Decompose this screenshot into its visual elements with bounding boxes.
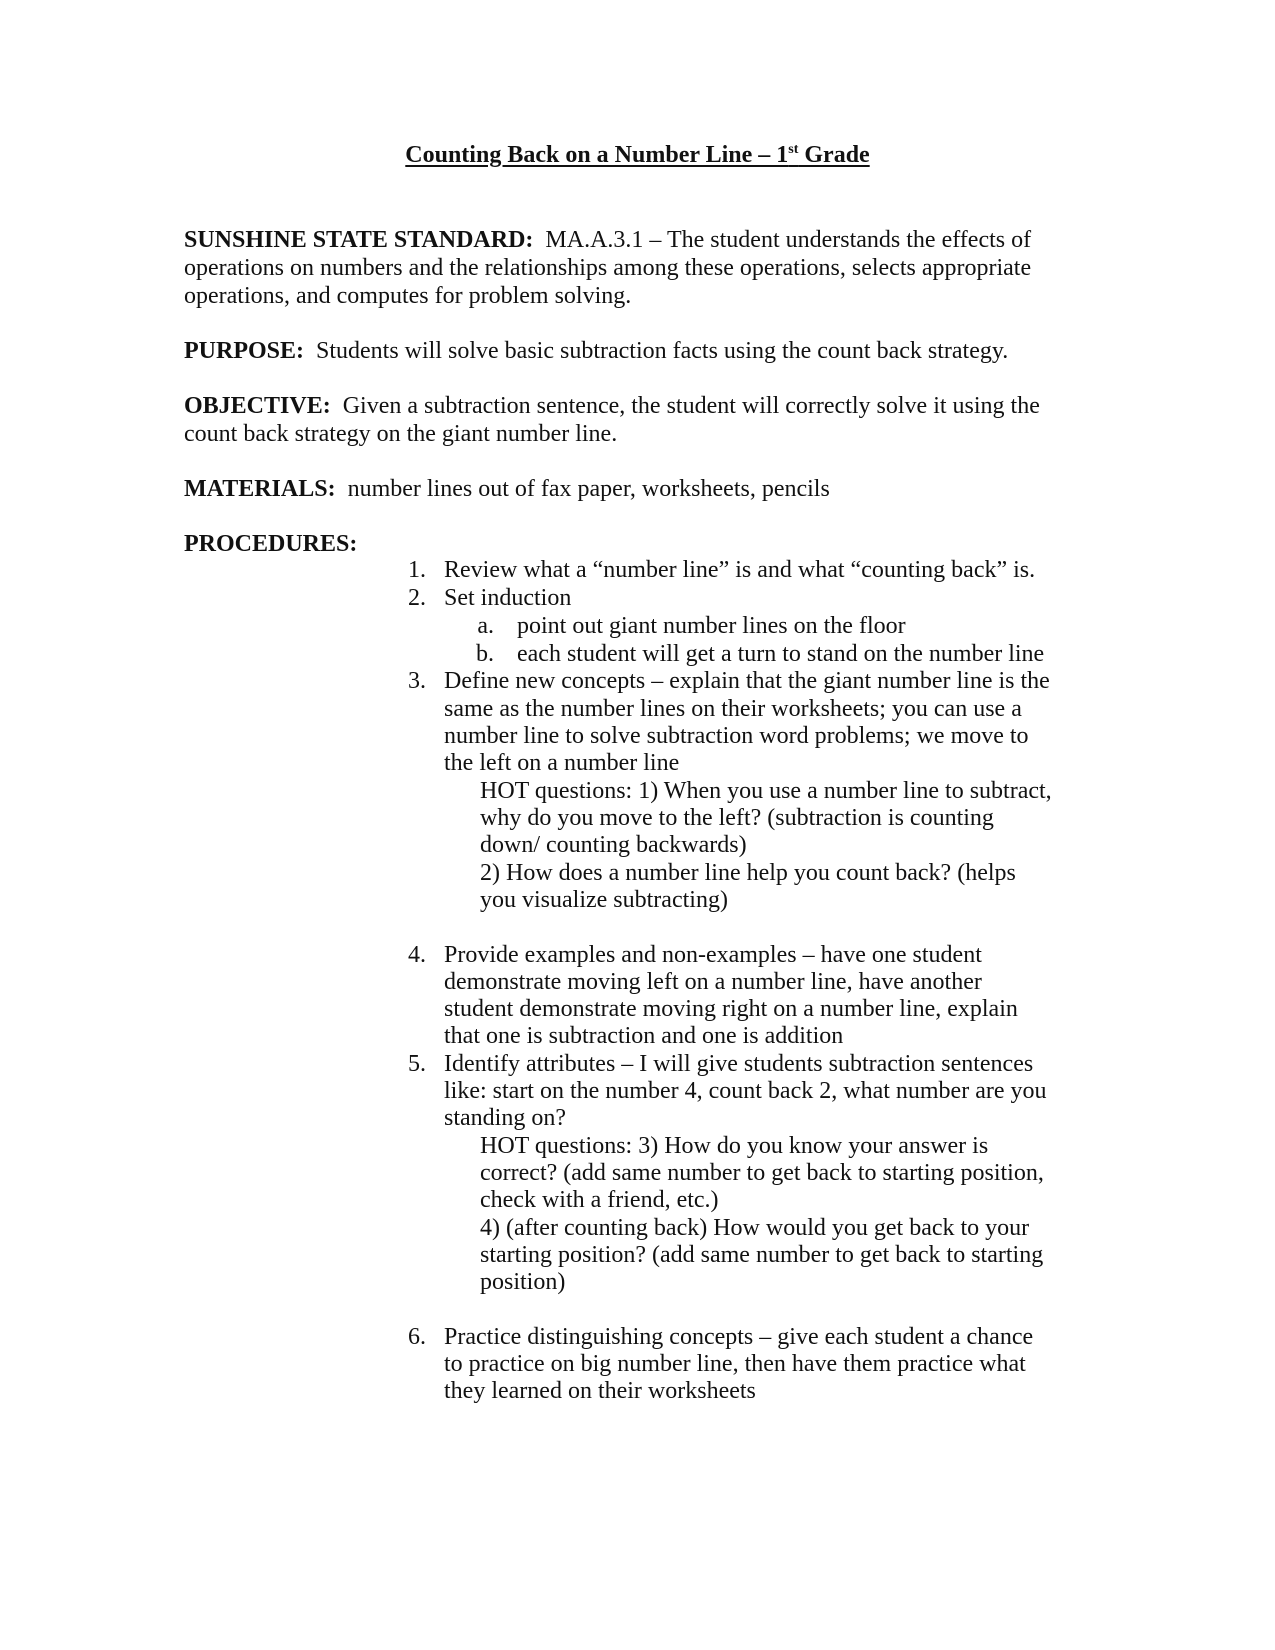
hot-question-line: HOT questions: 3) How do you know your answer is (480, 1133, 989, 1159)
step-number: 2. (408, 585, 426, 611)
substep-letter: a. (477, 613, 494, 639)
step-number: 1. (408, 557, 426, 583)
purpose-label: PURPOSE: (184, 338, 304, 364)
hot-question-line: 4) (after counting back) How would you get back to your (480, 1215, 1030, 1241)
step-number: 5. (408, 1051, 426, 1077)
title-main: Counting Back on a Number Line – 1 (405, 142, 789, 168)
standard-section (184, 226, 1084, 310)
step-line: the left on a number line (444, 750, 680, 776)
standard-label: SUNSHINE STATE STANDARD: (184, 227, 534, 253)
materials-label: MATERIALS: (184, 476, 336, 502)
step-line: Review what a “number line” is and what “counting back” is. (444, 557, 1036, 583)
hot-question-line: why do you move to the left? (subtraction is counting (480, 805, 994, 831)
title-superscript: st (788, 142, 799, 157)
standard-line-1: MA.A.3.1 – The student understands the effects of (545, 227, 1032, 253)
objective-line-2: count back strategy on the giant number line. (184, 421, 618, 447)
step-line: Practice distinguishing concepts – give each student a chance (444, 1324, 1034, 1350)
step-line: student demonstrate moving right on a number line, explain (444, 996, 1018, 1022)
step-number: 4. (408, 942, 426, 968)
step-number: 6. (408, 1324, 426, 1350)
step-line: same as the number lines on their worksheets; you can use a (444, 696, 1022, 722)
step-line: Set induction (444, 585, 572, 611)
hot-question-line: down/ counting backwards) (480, 832, 747, 858)
standard-line-2: operations on numbers and the relationships among these operations, selects appropriate (184, 255, 1032, 281)
step-line: like: start on the number 4, count back 2, what number are you (444, 1078, 1047, 1104)
step-line: demonstrate moving left on a number line, have another (444, 969, 982, 995)
hot-question-line: starting position? (add same number to get back to starting (480, 1242, 1044, 1268)
step-number: 3. (408, 668, 426, 694)
step-line: standing on? (444, 1105, 566, 1131)
materials-section (184, 475, 1084, 503)
hot-question-line: 2) How does a number line help you count back? (helps (480, 860, 1016, 886)
hot-question-line: check with a friend, etc.) (480, 1187, 719, 1213)
purpose-text: Students will solve basic subtraction facts using the count back strategy. (316, 338, 1009, 364)
hot-question-line: position) (480, 1269, 566, 1295)
step-line: Provide examples and non-examples – have one student (444, 942, 982, 968)
step-line: they learned on their worksheets (444, 1378, 756, 1404)
standard-line-3: operations, and computes for problem solving. (184, 283, 632, 309)
purpose-section (184, 337, 1084, 365)
objective-section (184, 392, 1084, 448)
document-title (0, 142, 1275, 169)
substep-text: point out giant number lines on the floor (517, 613, 906, 639)
objective-line-1: Given a subtraction sentence, the student will correctly solve it using the (342, 393, 1040, 419)
step-line: Identify attributes – I will give students subtraction sentences (444, 1051, 1034, 1077)
substep-text: each student will get a turn to stand on the number line (517, 641, 1045, 667)
materials-text: number lines out of fax paper, worksheets, pencils (347, 476, 830, 502)
step-line: Define new concepts – explain that the giant number line is the (444, 668, 1050, 694)
procedures-label: PROCEDURES: (184, 531, 358, 557)
procedures-section (184, 530, 1084, 558)
step-line: number line to solve subtraction word problems; we move to (444, 723, 1029, 749)
objective-label: OBJECTIVE: (184, 393, 331, 419)
hot-question-line: correct? (add same number to get back to starting position, (480, 1160, 1044, 1186)
substep-letter: b. (476, 641, 494, 667)
step-line: to practice on big number line, then have them practice what (444, 1351, 1026, 1377)
hot-question-line: HOT questions: 1) When you use a number line to subtract, (480, 778, 1052, 804)
hot-question-line: you visualize subtracting) (480, 887, 728, 913)
title-tail: Grade (798, 142, 870, 168)
step-line: that one is subtraction and one is addition (444, 1023, 844, 1049)
